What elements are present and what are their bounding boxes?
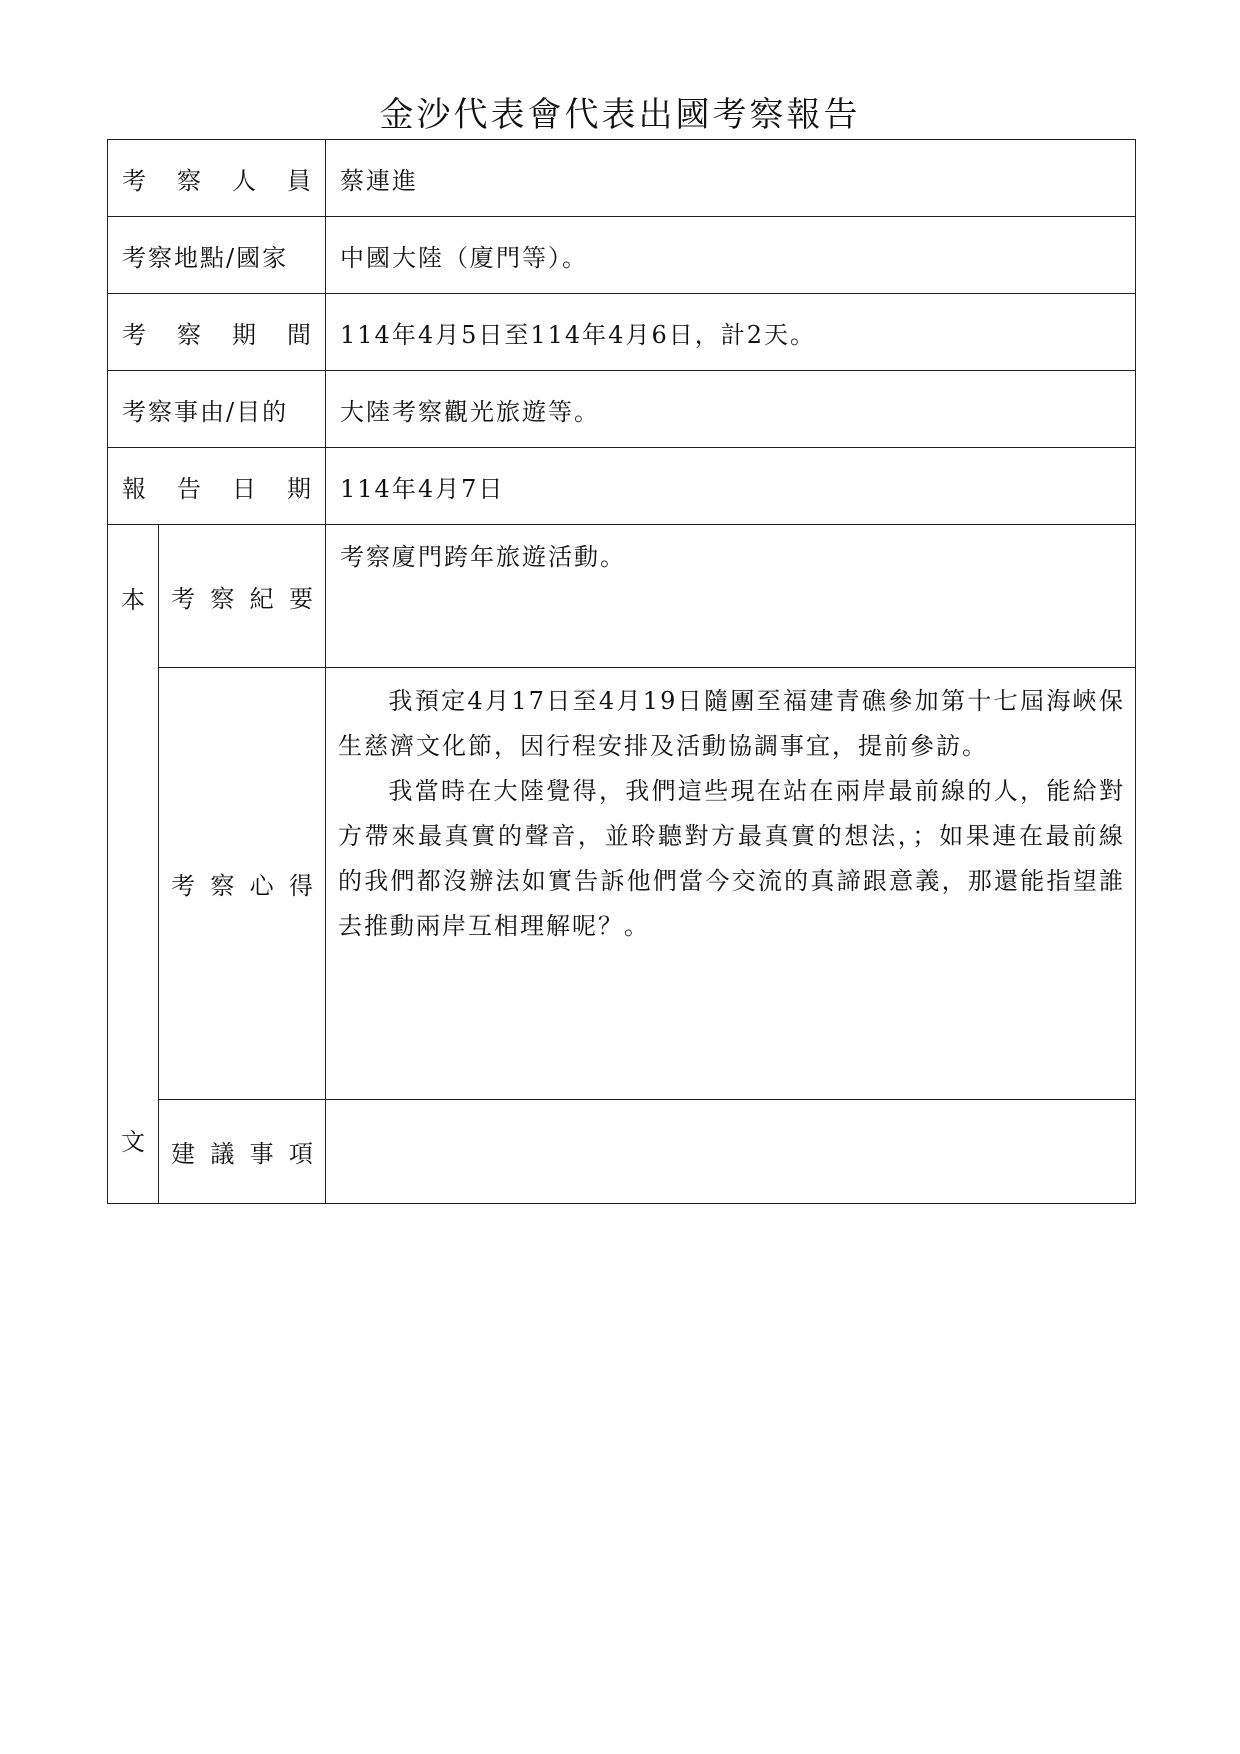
body-side-label: [108, 525, 159, 1204]
side-label-bottom: 文: [121, 1128, 145, 1156]
insights-paragraph: 我預定4月17日至4月19日隨團至福建青礁參加第十七屆海峽保生慈濟文化節，因行程安排及活動協調事宜，提前參訪。: [338, 687, 1126, 760]
row-location: [108, 217, 1136, 294]
period-value: 114年4月5日至114年4月6日，計2天。: [326, 294, 1136, 371]
location-label: 考察地點/國家: [108, 217, 326, 294]
row-inspector: [108, 140, 1136, 217]
suggestions-label: 建 議 事 項: [159, 1100, 326, 1204]
summary-label: 考 察 紀 要: [159, 525, 326, 668]
location-value: 中國大陸（廈門等）。: [326, 217, 1136, 294]
purpose-value: 大陸考察觀光旅遊等。: [326, 371, 1136, 448]
row-insights: [108, 668, 1136, 1100]
report-table: [107, 139, 1136, 1204]
report-date-label: 報 告 日 期: [108, 448, 326, 525]
row-suggestions: [108, 1100, 1136, 1204]
suggestions-value: [326, 1100, 1136, 1204]
insights-content: [326, 668, 1136, 1100]
inspector-value: 蔡連進: [326, 140, 1136, 217]
inspector-label: 考 察 人 員: [108, 140, 326, 217]
purpose-label: 考察事由/目的: [108, 371, 326, 448]
report-date-value: 114年4月7日: [326, 448, 1136, 525]
insights-label: 考 察 心 得: [159, 668, 326, 1100]
row-period: [108, 294, 1136, 371]
period-label: 考 察 期 間: [108, 294, 326, 371]
side-label-top: 本: [121, 586, 145, 614]
row-purpose: [108, 371, 1136, 448]
row-summary: [108, 525, 1136, 668]
insights-paragraph: 我當時在大陸覺得，我們這些現在站在兩岸最前線的人，能給對方帶來最真實的聲音，並聆聽對方最真實的想法，；如果連在最前線的我們都沒辦法如實告訴他們當今交流的真諦跟意義，那還能指望誰去推動兩岸互相理解呢？。: [338, 777, 1126, 940]
summary-value: 考察廈門跨年旅遊活動。: [326, 525, 1136, 668]
page-title: 金沙代表會代表出國考察報告: [379, 95, 861, 135]
row-report-date: [108, 448, 1136, 525]
